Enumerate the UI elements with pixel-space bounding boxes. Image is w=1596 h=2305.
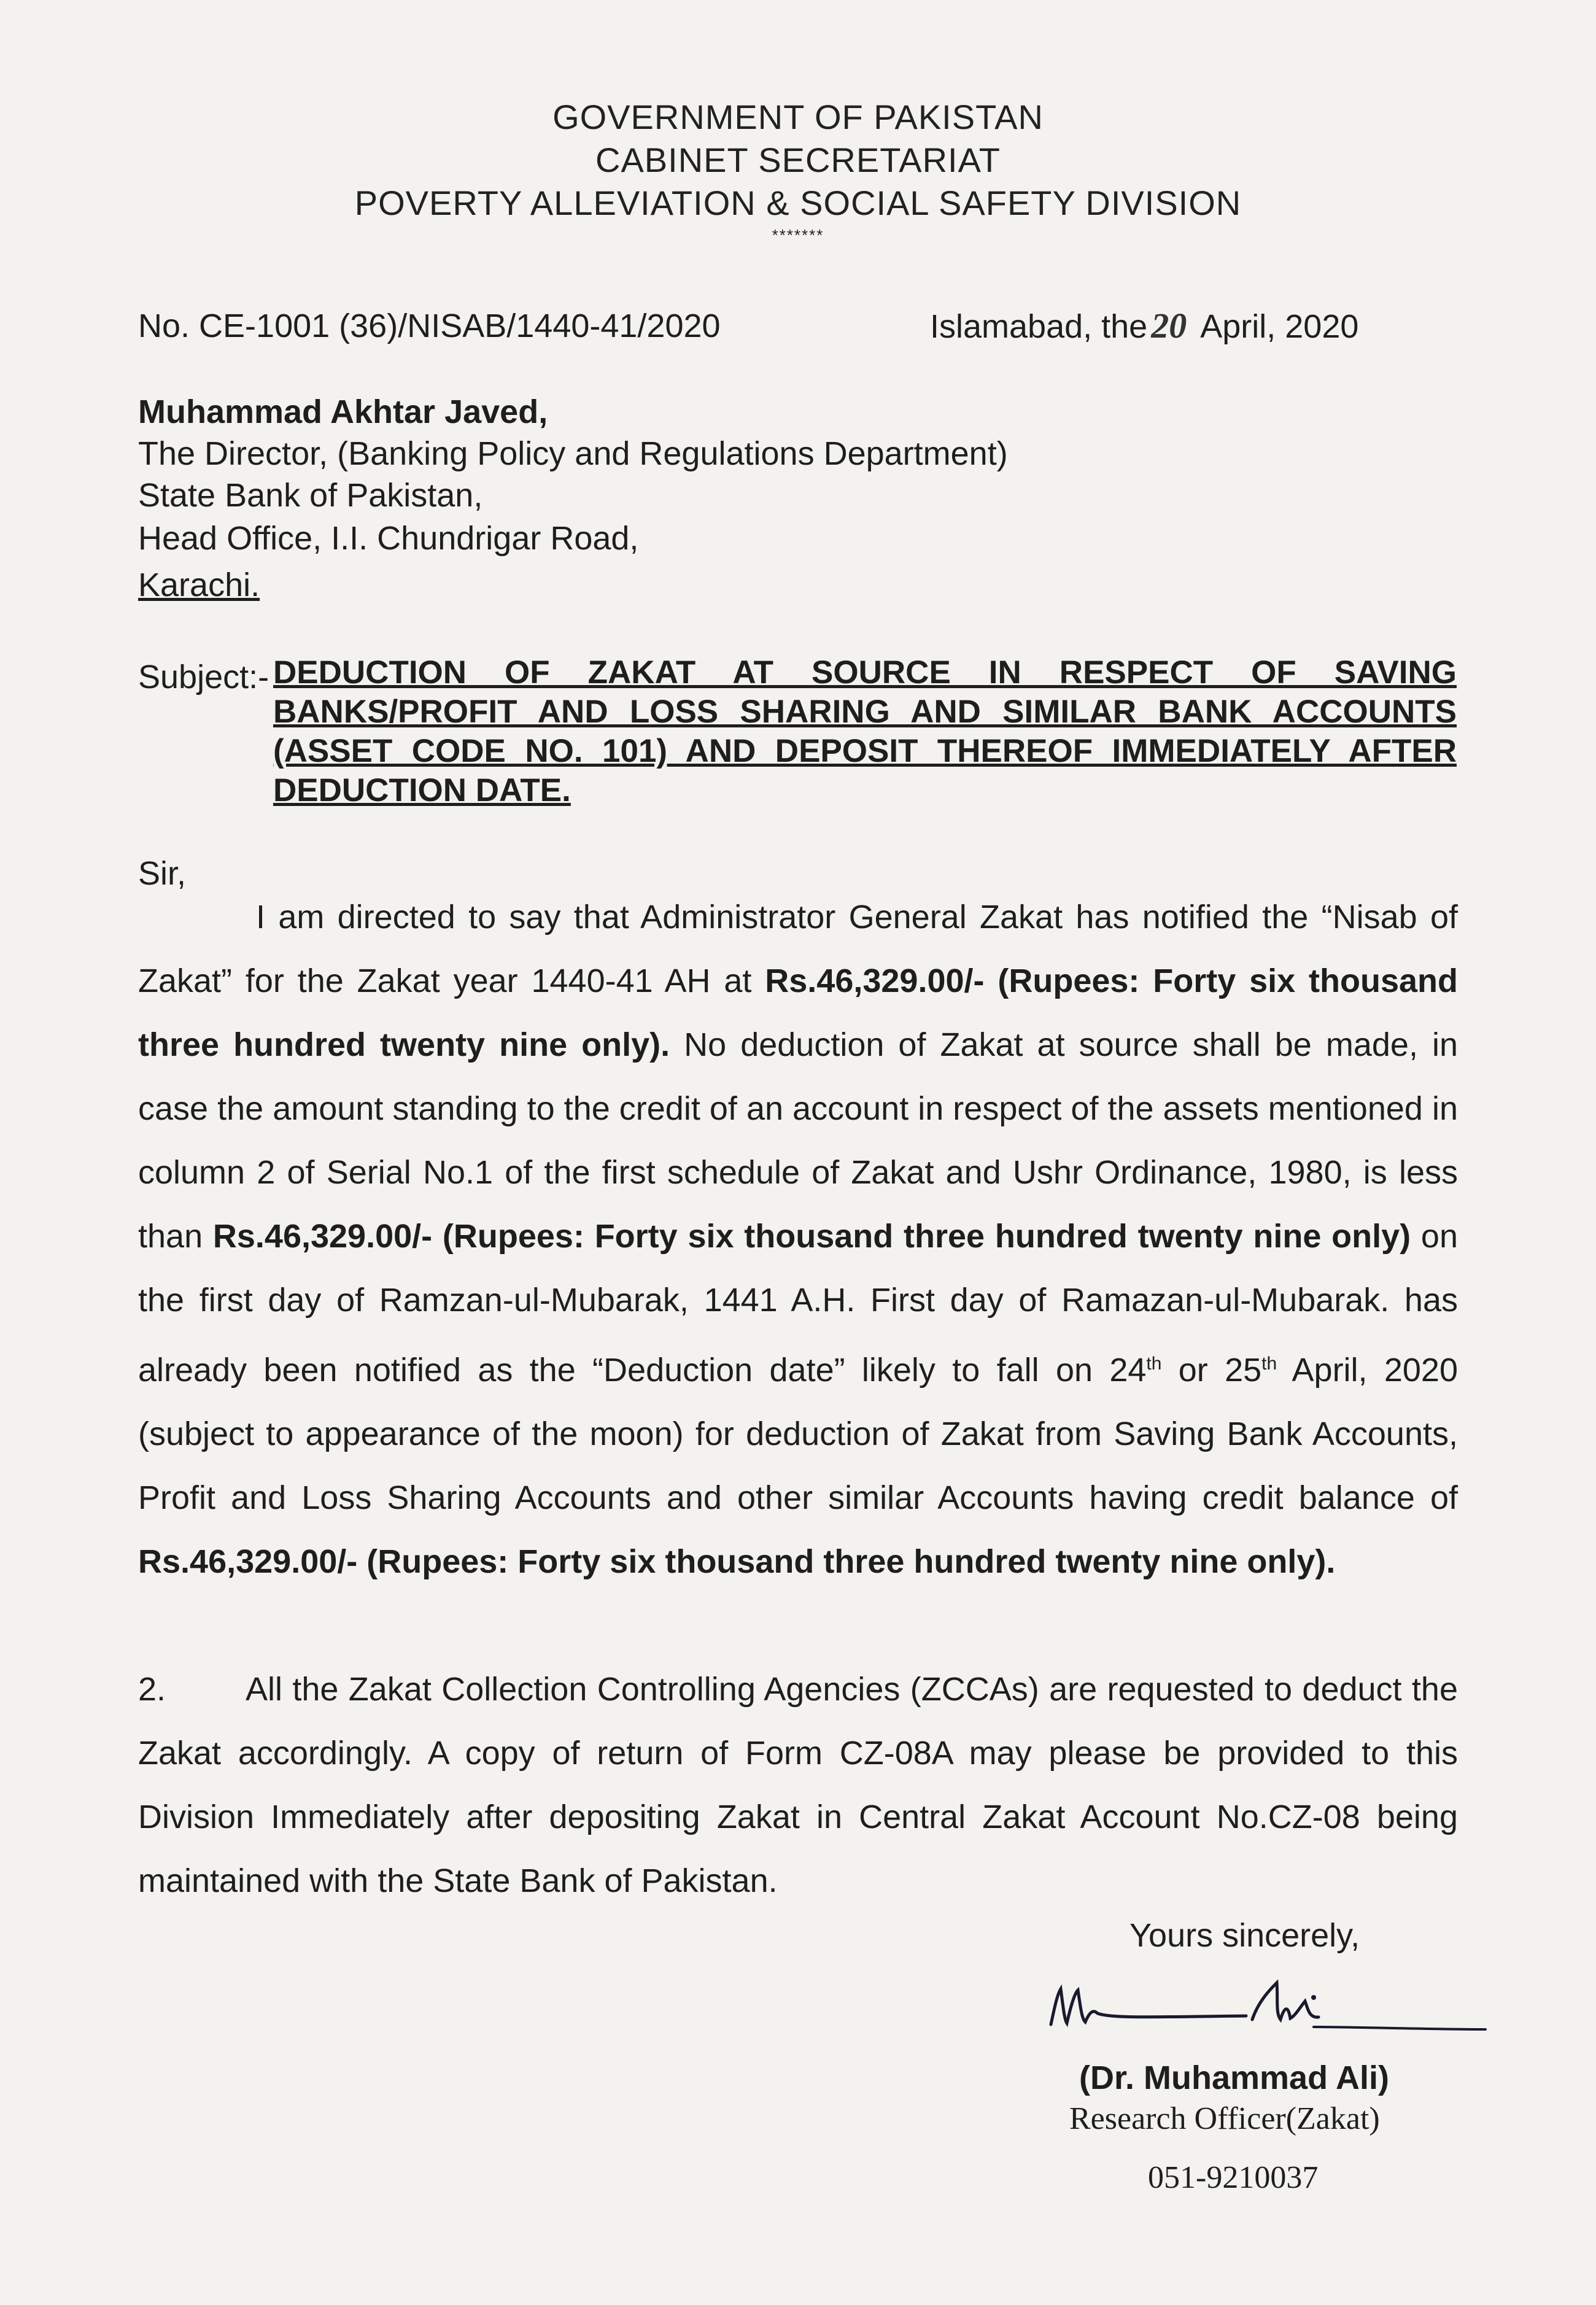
header-division: POVERTY ALLEVIATION & SOCIAL SAFETY DIVISION [354, 184, 1242, 222]
signatory-name: (Dr. Muhammad Ali) [1079, 2059, 1390, 2096]
addressee-address: Head Office, I.I. Chundrigar Road, [138, 520, 639, 557]
p1-superscript-1: th [1146, 1354, 1162, 1374]
p1-nisab-amount: Rs.46,329.00/- (Rupees: Forty six thousand three hundred twenty nine only). [138, 963, 1458, 1063]
reference-date [930, 305, 1358, 346]
signatory-title: Research Officer(Zakat) [1069, 2101, 1380, 2136]
addressee-organization: State Bank of Pakistan, [138, 477, 483, 514]
signature [1044, 1970, 1492, 2044]
p1-superscript-2: th [1261, 1354, 1277, 1374]
subject-text: DEDUCTION OF ZAKAT AT SOURCE IN RESPECT OF SAVING BANKS/PROFIT AND LOSS SHARING AND SIMILAR BANK ACCOUNTS (ASSET CODE NO. 101) AND DEPOSIT THEREOF IMMEDIATELY AFTER DEDUCTION DATE. [273, 654, 1457, 808]
header-cabinet: CABINET SECRETARIAT [595, 141, 1001, 179]
p1-text-e: on the first day of Ramzan-ul-Mubarak, 1441 A.H. First day of Ramazan-ul-Mubarak. has already been notified as the “Deduction date” likely to fall on 24 [138, 1218, 1458, 1389]
paragraph-2 [138, 1657, 1458, 1913]
subject-label: Subject:- [138, 659, 269, 695]
paragraph-1 [138, 885, 1458, 1594]
p1-text-f: or 25 [1161, 1352, 1262, 1389]
p1-nisab-amount-2: Rs.46,329.00/- (Rupees: Forty six thousand three hundred twenty nine only) [212, 1218, 1411, 1255]
addressee-name: Muhammad Akhtar Javed, [138, 393, 548, 430]
p1-nisab-amount-3: Rs.46,329.00/- (Rupees: Forty six thousand three hundred twenty nine only). [138, 1543, 1336, 1580]
p2-text: All the Zakat Collection Controlling Agencies (ZCCAs) are requested to deduct the Zakat accordingly. A copy of return of Form CZ-08A may please be provided to this Division Immediately after depositing Zakat in Central Zakat Account No.CZ-08 being maintained with the State Bank of Pakistan. [138, 1671, 1458, 1899]
p1-text-c: No deduction of Zakat at source shall be made, in case the amount standing to the credit of an account in respect of the assets mentioned in column 2 of Serial No.1 of the first schedule of Zakat and Ushr Ordinance, 1980, is less than [138, 1026, 1458, 1255]
date-suffix: April, 2020 [1200, 308, 1359, 345]
p1-text-a: I am directed to say that Administrator General Zakat has notified the “Nisab of Zakat” for the Zakat year 1440-41 AH at [138, 899, 1458, 999]
signature-drawing [1044, 1970, 1492, 2044]
date-day-handwritten: 20 [1151, 306, 1187, 346]
header-divider: ******* [772, 226, 824, 244]
addressee-designation: The Director, (Banking Policy and Regulations Department) [138, 435, 1008, 472]
valediction: Yours sincerely, [1129, 1917, 1360, 1954]
reference-number: No. CE-1001 (36)/NISAB/1440-41/2020 [138, 308, 721, 344]
signatory-phone: 051-9210037 [1148, 2160, 1319, 2195]
p1-text-g: April, 2020 (subject to appearance of the moon) for deduction of Zakat from Saving Bank Accounts, Profit and Loss Sharing Accounts and other similar Accounts having credit balance of [138, 1352, 1458, 1516]
salutation: Sir, [138, 855, 187, 892]
date-prefix: Islamabad, the [930, 308, 1148, 345]
addressee-city: Karachi. [138, 567, 260, 603]
p2-number: 2. [138, 1671, 166, 1708]
header-government: GOVERNMENT OF PAKISTAN [552, 98, 1044, 136]
